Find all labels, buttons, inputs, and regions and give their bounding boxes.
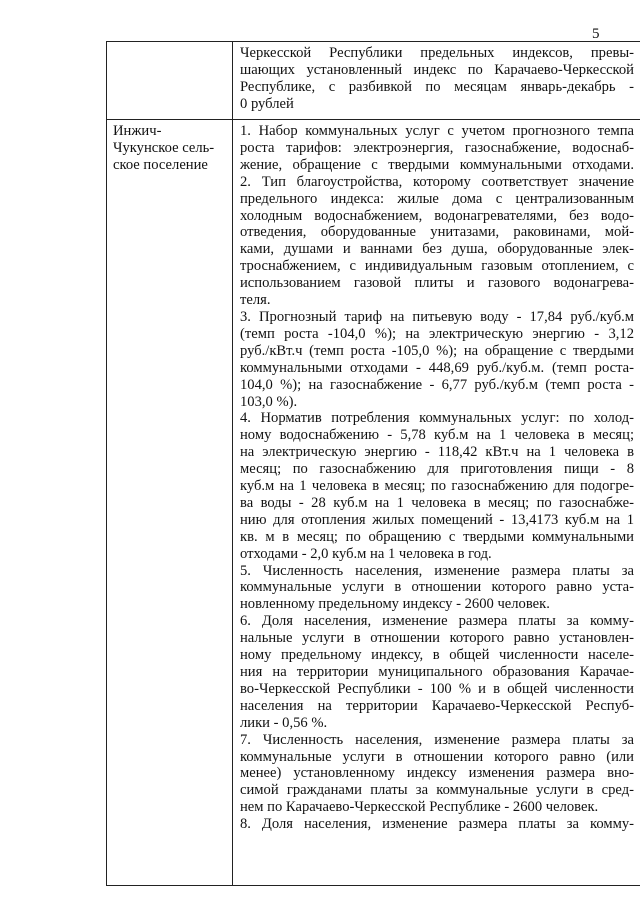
text-line: кв. м в месяц; по обращению с твердыми коммунальными <box>240 528 634 545</box>
text-line: новленному предельному индексу - 2600 человек. <box>240 596 550 613</box>
text-line: коммунальные услуги в отношении которого равно (или <box>240 748 634 765</box>
text-line: месяц; по газоснабжению для приготовления пищи - 8 <box>240 461 634 478</box>
municipality-name-line: Чукунское сель- <box>113 139 215 156</box>
text-line: жение, обращение с твердыми коммунальными отходами. <box>240 156 634 173</box>
text-line: лики - 0,56 %. <box>240 714 328 731</box>
text-line: (темп роста -104,0 %); на электрическую энергию - 3,12 <box>240 325 634 342</box>
text-line: предельного индекса: жилые дома с централизованным <box>240 190 634 207</box>
text-line: роста тарифов: электроэнергия, газоснабжение, водоснаб- <box>240 139 634 156</box>
content-table <box>106 41 640 886</box>
text-line: 5. Численность населения, изменение размера платы за <box>240 562 634 579</box>
text-line: 104,0 %); на газоснабжение - 6,77 руб./куб.м (темп роста - <box>240 376 634 393</box>
text-line: 8. Доля населения, изменение размера платы за комму- <box>240 816 634 833</box>
text-line: нальные услуги в отношении которого равно установлен- <box>240 630 634 647</box>
text-line: куб.м на 1 человека в месяц; по газоснабжению для подогре- <box>240 478 634 495</box>
text-line: отведения, оборудованные унитазами, раковинами, мой- <box>240 224 634 241</box>
text-line: коммунальными отходами - 448,69 руб./куб.м. (темп роста- <box>240 359 634 376</box>
municipality-name-line: Инжич- <box>113 123 162 139</box>
text-line: троснабжением, с индивидуальным газовым отоплением, с <box>240 258 634 275</box>
text-line: менее) установленному индексу изменения размера вно- <box>240 765 634 782</box>
text-line: 103,0 %). <box>240 393 298 410</box>
table-row <box>107 120 640 886</box>
text-line: 0 рублей <box>240 95 294 112</box>
municipality-name-line: ское поселение <box>113 156 208 173</box>
text-line: ками, душами и ваннами без душа, оборудованные элек- <box>240 241 634 258</box>
text-line: использованием газовой плиты и газового водонагрева- <box>240 275 634 292</box>
text-line: нию для отопления жилых помещений - 13,4173 куб.м на 1 <box>240 511 634 528</box>
text-line: нем по Карачаево-Черкесской Республике - 2600 человек. <box>240 799 599 816</box>
text-line: ному предельному индексу, в общей численности населе- <box>240 647 634 664</box>
text-line: Республике, с разбивкой по месяцам январь-декабрь - <box>240 78 634 95</box>
text-line: населения на территории Карачаево-Черкесской Респуб- <box>240 697 634 714</box>
municipality-cell <box>107 42 233 120</box>
municipality-cell <box>107 120 233 886</box>
text-line: коммунальные услуги в отношении которого равно уста- <box>240 579 634 596</box>
text-line: шающих установленный индекс по Карачаево-Черкесской <box>240 61 634 78</box>
text-line: 1. Набор коммунальных услуг с учетом прогнозного темпа <box>240 123 634 139</box>
description-cell <box>233 42 640 120</box>
text-line: ному водоснабжению - 5,78 куб.м на 1 человека в месяц; <box>240 427 634 444</box>
table-row <box>107 42 640 120</box>
text-line: 2. Тип благоустройства, которому соответствует значение <box>240 173 634 190</box>
text-line: Черкесской Республики предельных индексов, превы- <box>240 45 634 61</box>
text-line: 6. Доля населения, изменение размера платы за комму- <box>240 613 634 630</box>
text-line: на электрическую энергию - 118,42 кВт.ч на 1 человека в <box>240 444 634 461</box>
text-line: теля. <box>240 292 271 309</box>
description-cell <box>233 120 640 886</box>
page-number: 5 <box>592 26 600 42</box>
text-line: 7. Численность населения, изменение размера платы за <box>240 731 634 748</box>
text-line: 4. Норматив потребления коммунальных услуг: по холод- <box>240 410 634 427</box>
text-line: ния на территории муниципального образования Карачае- <box>240 664 634 680</box>
text-line: руб./кВт.ч (темп роста -105,0 %); на обращение с твердыми <box>240 342 634 359</box>
text-line: симой гражданами платы за коммунальные услуги в сред- <box>240 782 634 799</box>
text-line: холодным водоснабжением, водонагревателями, без водо- <box>240 207 634 224</box>
text-line: во-Черкесской Республики - 100 % и в общей численности <box>240 680 634 697</box>
text-line: 3. Прогнозный тариф на питьевую воду - 17,84 руб./куб.м <box>240 308 634 325</box>
text-line: ва воды - 28 куб.м на 1 человека в месяц; по газоснабже- <box>240 494 634 511</box>
text-line: отходами - 2,0 куб.м на 1 человека в год. <box>240 545 492 562</box>
